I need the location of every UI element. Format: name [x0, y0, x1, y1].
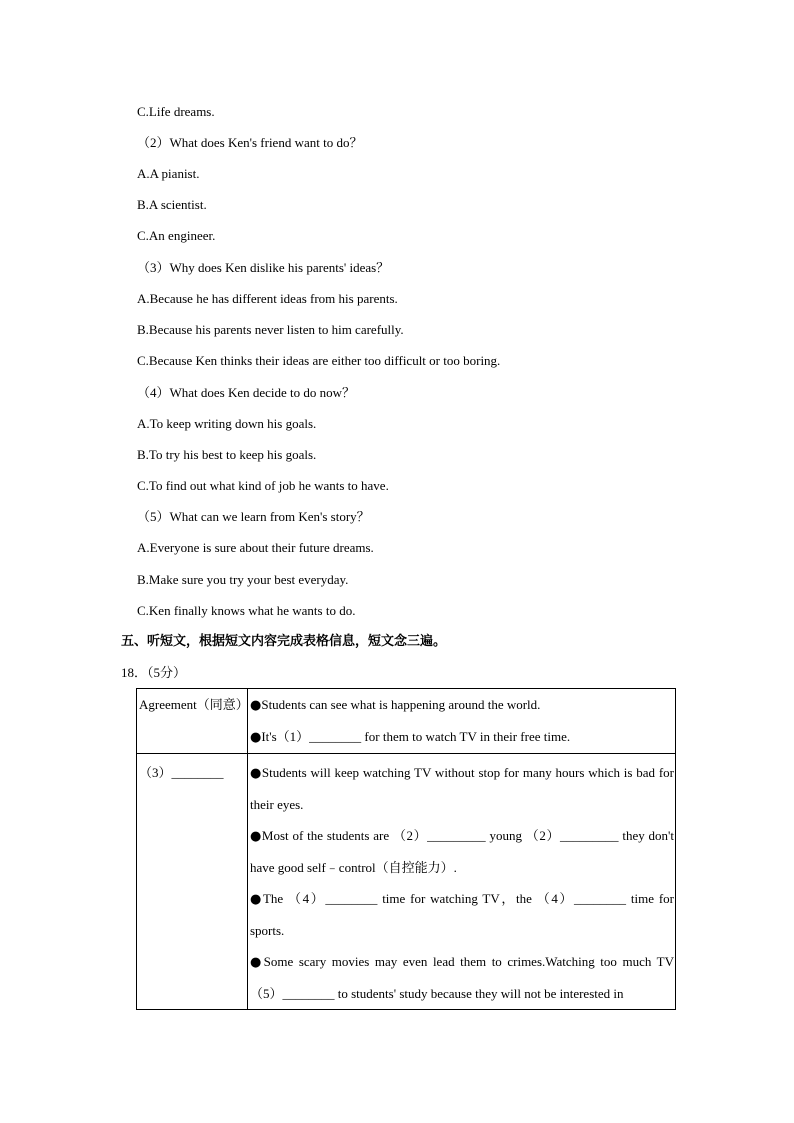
q5-option-a: A.Everyone is sure about their future dreams. [137, 540, 374, 555]
agreement-label: Agreement（同意） [139, 697, 249, 712]
blank-3-label: （3）________ [139, 765, 224, 780]
q5-option-b: B.Make sure you try your best everyday. [137, 572, 349, 587]
table-cell-content [248, 689, 676, 754]
q4-option-c: C.To find out what kind of job he wants to have. [137, 478, 389, 493]
table-bullet-item: ●Students will keep watching TV without stop for many hours which is bad for their eyes. [250, 765, 674, 812]
question-5: （5）What can we learn from Ken's story？ [137, 509, 370, 524]
bullet-icon: ● [250, 955, 264, 970]
q3-option-b: B.Because his parents never listen to him carefully. [137, 322, 404, 337]
table-row [137, 689, 676, 754]
q2-option-b: B.A scientist. [137, 197, 207, 212]
info-table [136, 688, 676, 1010]
q4-option-b: B.To try his best to keep his goals. [137, 447, 317, 462]
q4-option-a: A.To keep writing down his goals. [137, 416, 317, 431]
table-bullet-item: ●It's（1）________ for them to watch TV in their free time. [250, 729, 571, 745]
q5-option-c: C.Ken finally knows what he wants to do. [137, 603, 356, 618]
question-2: （2）What does Ken's friend want to do？ [137, 135, 363, 150]
q3-option-a: A.Because he has different ideas from his parents. [137, 291, 398, 306]
bullet-icon: ● [250, 892, 263, 907]
table-cell-label [137, 754, 248, 1010]
bullet-icon: ● [250, 730, 262, 745]
table-cell-content [248, 754, 676, 1010]
question-3: （3）Why does Ken dislike his parents' ideas？ [137, 260, 390, 275]
table-bullet-item: ●The （4）________ time for watching TV，the （4）________ time for sports. [250, 891, 674, 938]
q1-option-c: C.Life dreams. [137, 104, 215, 119]
q2-option-c: C.An engineer. [137, 228, 216, 243]
bullet-icon: ● [250, 829, 262, 844]
section-heading: 五、听短文，根据短文内容完成表格信息，短文念三遍。 [121, 634, 447, 649]
table-bullet-item: ●Most of the students are （2）_________ young （2）_________ they don't have good self﹣control（自控能力）. [250, 828, 674, 875]
q2-option-a: A.A pianist. [137, 166, 200, 181]
question-number: 18．（5分） [121, 665, 187, 680]
bullet-icon: ● [250, 698, 262, 713]
question-4: （4）What does Ken decide to do now？ [137, 385, 356, 400]
q3-option-c: C.Because Ken thinks their ideas are either too difficult or too boring. [137, 353, 501, 368]
bullet-icon: ● [250, 766, 262, 781]
table-cell-label [137, 689, 248, 754]
table-bullet-item: ●Students can see what is happening around the world. [250, 697, 541, 713]
table-row [137, 754, 676, 1010]
table-bullet-item: ●Some scary movies may even lead them to crimes.Watching too much TV （5）________ to students' study because they will not be interested in [250, 954, 674, 1001]
